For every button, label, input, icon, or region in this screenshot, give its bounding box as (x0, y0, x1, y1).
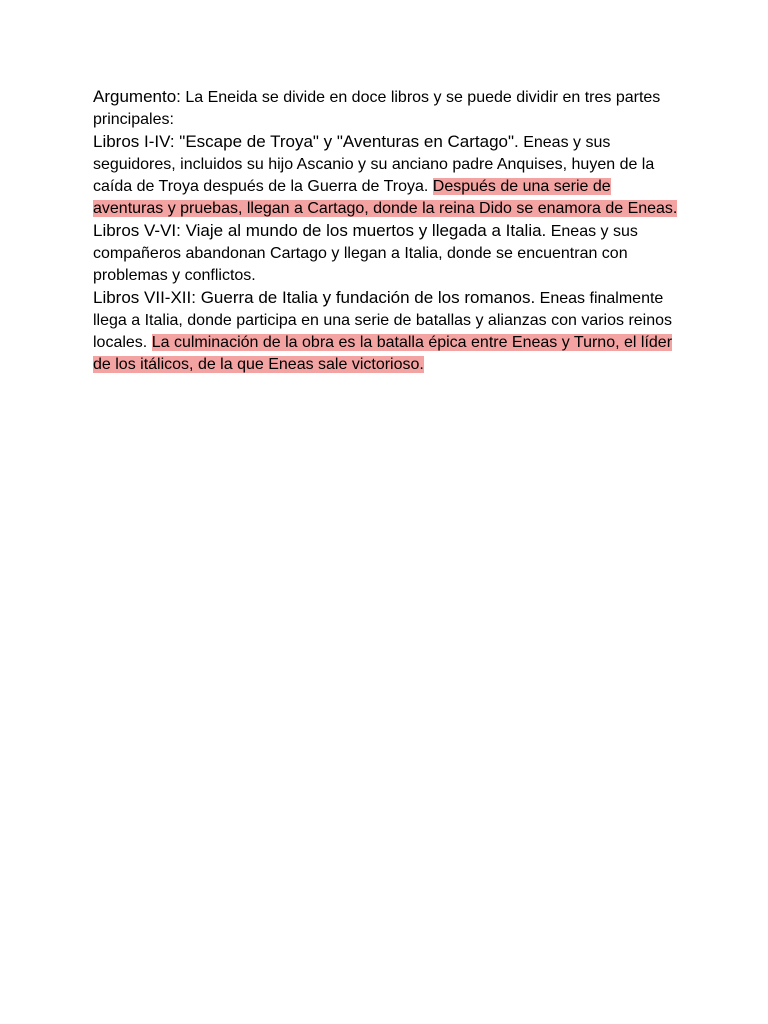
argumento-paragraph (93, 86, 683, 131)
section-2-paragraph (93, 220, 683, 287)
section-3-paragraph (93, 287, 683, 376)
section-1-heading: Libros I-IV: "Escape de Troya" y "Aventuras en Cartago". (93, 132, 519, 151)
section-1-paragraph (93, 131, 683, 220)
section-2-text: Eneas y sus compañeros abandonan Cartago y llegan a Italia, donde se encuentran con problemas y conflictos. (93, 223, 638, 284)
argumento-label: Argumento: (93, 87, 181, 106)
section-3-text: Eneas finalmente llega a Italia, donde participa en una serie de batallas y alianzas con varios reinos locales. (93, 290, 673, 351)
argumento-text: La Eneida se divide en doce libros y se puede dividir en tres partes principales: (93, 89, 661, 128)
section-1-highlight: Después de una serie de aventuras y pruebas, llegan a Cartago, donde la reina Dido se enamora de Eneas. (93, 178, 678, 217)
section-1-text: Eneas y sus seguidores, incluidos su hijo Ascanio y su anciano padre Anquises, huyen de la caída de Troya después de la Guerra de Troya. (93, 134, 655, 195)
section-3-heading: Libros VII-XII: Guerra de Italia y fundación de los romanos. (93, 288, 536, 307)
section-3-highlight: La culminación de la obra es la batalla épica entre Eneas y Turno, el líder de los itálicos, de la que Eneas sale victorioso. (93, 334, 673, 373)
document-body (93, 86, 683, 376)
section-2-heading: Libros V-VI: Viaje al mundo de los muertos y llegada a Italia. (93, 221, 547, 240)
